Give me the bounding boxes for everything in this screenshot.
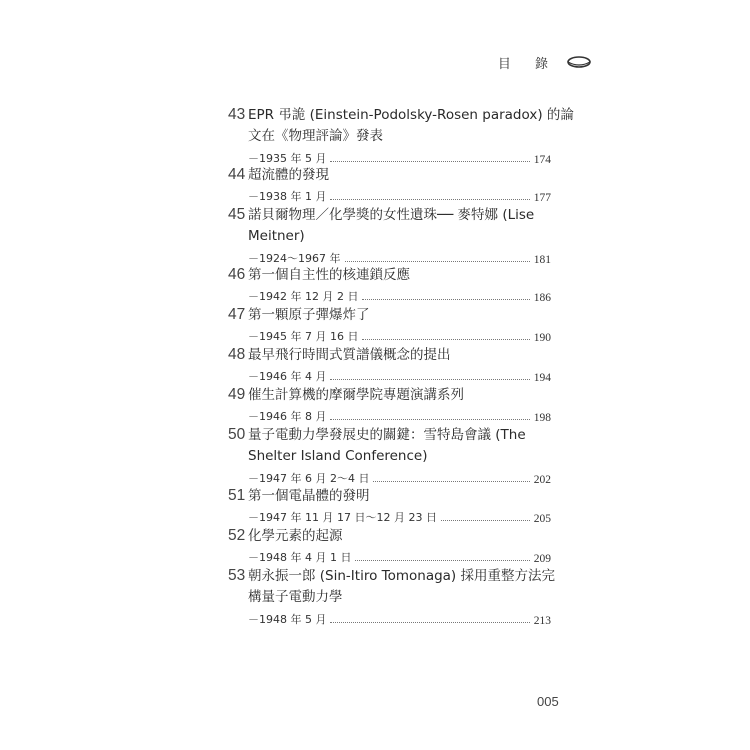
dot-leader xyxy=(330,379,529,380)
page-number: 005 xyxy=(537,694,559,709)
running-header xyxy=(498,52,592,72)
entry-number: 50 xyxy=(228,426,246,443)
entry-date-row xyxy=(248,406,551,424)
dot-leader xyxy=(330,161,529,162)
entry-date: －1946 年 8 月 xyxy=(248,410,327,423)
entry-page: 174 xyxy=(533,154,551,166)
entry-date-row xyxy=(248,326,551,344)
entry-title-line: EPR 弔詭 (Einstein-Podolsky-Rosen paradox) 的論 xyxy=(248,107,574,123)
entry-number: 52 xyxy=(228,527,246,544)
entry-page: 190 xyxy=(533,332,551,344)
entry-title-line: 第一顆原子彈爆炸了 xyxy=(248,307,370,323)
entry-title-line: 構量子電動力學 xyxy=(248,589,343,605)
dot-leader xyxy=(362,339,529,340)
entry-title-line: 朝永振一郎 (Sin-Itiro Tomonaga) 採用重整方法完 xyxy=(248,568,555,584)
dot-leader xyxy=(345,261,530,262)
entry-number: 47 xyxy=(228,306,246,323)
entry-page: 177 xyxy=(533,192,551,204)
entry-date-row xyxy=(248,609,551,627)
entry-title-line: 最早飛行時間式質譜儀概念的提出 xyxy=(248,347,451,363)
entry-date: －1946 年 4 月 xyxy=(248,370,327,383)
entry-date-row xyxy=(248,507,551,525)
entry-title-line: 量子電動力學發展史的關鍵：雪特島會議 (The xyxy=(248,427,526,443)
dot-leader xyxy=(330,199,529,200)
dot-leader xyxy=(373,481,529,482)
entry-date-row xyxy=(248,286,551,304)
entry-page: 209 xyxy=(533,553,551,565)
entry-number: 51 xyxy=(228,487,246,504)
dot-leader xyxy=(330,419,529,420)
entry-date: －1924～1967 年 xyxy=(248,252,341,265)
entry-page: 198 xyxy=(533,412,551,424)
entry-number: 46 xyxy=(228,266,246,283)
dot-leader xyxy=(441,520,530,521)
entry-title-line: Meitner) xyxy=(248,228,305,244)
header-title: 目 錄 xyxy=(497,56,558,72)
entry-number: 49 xyxy=(228,386,246,403)
entry-number: 48 xyxy=(228,346,246,363)
entry-date-row xyxy=(248,468,551,486)
entry-title-line: 超流體的發現 xyxy=(248,167,329,183)
dot-leader xyxy=(362,299,529,300)
entry-date: －1947 年 11 月 17 日～12 月 23 日 xyxy=(248,511,437,524)
entry-title-line: 第一個電晶體的發明 xyxy=(248,488,370,504)
entry-page: 181 xyxy=(533,254,551,266)
entry-title-line: Shelter Island Conference) xyxy=(248,448,428,464)
entry-date: －1938 年 1 月 xyxy=(248,190,327,203)
entry-title-line: 第一個自主性的核連鎖反應 xyxy=(248,267,410,283)
entry-title-line: 文在《物理評論》發表 xyxy=(248,128,383,144)
entry-date: －1945 年 7 月 16 日 xyxy=(248,330,359,343)
entry-page: 213 xyxy=(533,615,551,627)
ornament-icon xyxy=(566,55,592,69)
entry-page: 186 xyxy=(533,292,551,304)
entry-title-line: 諾貝爾物理／化學獎的女性遺珠── 麥特娜 (Lise xyxy=(248,207,535,223)
entry-date: －1948 年 4 月 1 日 xyxy=(248,551,352,564)
entry-number: 53 xyxy=(228,567,246,584)
entry-date-row xyxy=(248,547,551,565)
dot-leader xyxy=(355,560,529,561)
entry-number: 43 xyxy=(228,106,246,123)
entry-title-line: 化學元素的起源 xyxy=(248,528,343,544)
entry-page: 194 xyxy=(533,372,551,384)
entry-date-row xyxy=(248,366,551,384)
dot-leader xyxy=(330,622,529,623)
entry-number: 44 xyxy=(228,166,246,183)
entry-date-row xyxy=(248,186,551,204)
entry-page: 205 xyxy=(533,513,551,525)
entry-date: －1935 年 5 月 xyxy=(248,152,327,165)
entry-title-line: 催生計算機的摩爾學院專題演講系列 xyxy=(248,387,464,403)
entry-number: 45 xyxy=(228,206,246,223)
entry-page: 202 xyxy=(533,474,551,486)
entry-date: －1947 年 6 月 2～4 日 xyxy=(248,472,370,485)
entry-date: －1948 年 5 月 xyxy=(248,613,327,626)
entry-date: －1942 年 12 月 2 日 xyxy=(248,290,359,303)
